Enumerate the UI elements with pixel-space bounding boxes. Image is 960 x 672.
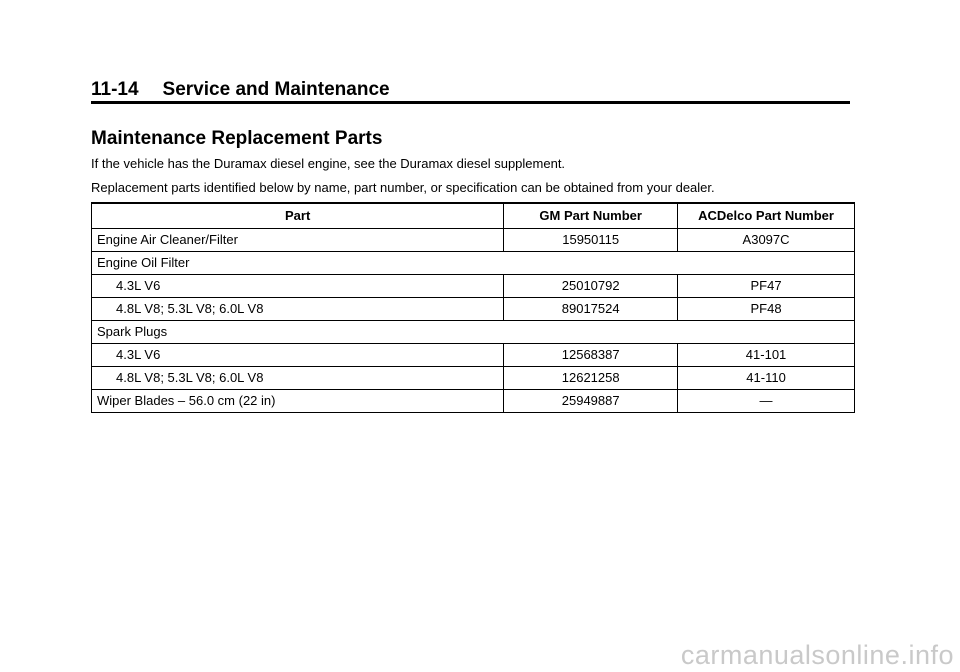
column-header-part: Part xyxy=(92,203,504,228)
table-group-row xyxy=(92,320,855,343)
part-name-cell: 4.8L V8; 5.3L V8; 6.0L V8 xyxy=(92,366,504,389)
gm-part-number-cell: 89017524 xyxy=(504,297,678,320)
gm-part-number-cell: 12621258 xyxy=(504,366,678,389)
column-header-gm-part-number: GM Part Number xyxy=(504,203,678,228)
gm-part-number-cell: 25949887 xyxy=(504,389,678,412)
part-name-cell: 4.8L V8; 5.3L V8; 6.0L V8 xyxy=(92,297,504,320)
table-row xyxy=(92,343,855,366)
part-name-cell: 4.3L V6 xyxy=(92,274,504,297)
section-title: Maintenance Replacement Parts xyxy=(91,128,383,149)
part-name-cell: Engine Air Cleaner/Filter xyxy=(92,228,504,251)
table-row xyxy=(92,228,855,251)
table-group-row xyxy=(92,251,855,274)
replacement-parts-table xyxy=(91,202,855,413)
acdelco-part-number-cell: — xyxy=(678,389,855,412)
part-name-cell: 4.3L V6 xyxy=(92,343,504,366)
column-header-acdelco-part-number: ACDelco Part Number xyxy=(678,203,855,228)
gm-part-number-cell: 15950115 xyxy=(504,228,678,251)
acdelco-part-number-cell: 41-110 xyxy=(678,366,855,389)
table-header-row xyxy=(92,203,855,228)
gm-part-number-cell: 25010792 xyxy=(504,274,678,297)
acdelco-part-number-cell: PF47 xyxy=(678,274,855,297)
header-title: Service and Maintenance xyxy=(162,79,390,100)
table-row xyxy=(92,274,855,297)
site-watermark: carmanualsonline.info xyxy=(680,640,954,670)
acdelco-part-number-cell: A3097C xyxy=(678,228,855,251)
table-row xyxy=(92,389,855,412)
page-header xyxy=(91,80,850,104)
diesel-note-paragraph: If the vehicle has the Duramax diesel engine, see the Duramax diesel supplement. xyxy=(91,156,566,171)
part-group-cell: Engine Oil Filter xyxy=(92,251,855,274)
part-group-cell: Spark Plugs xyxy=(92,320,855,343)
gm-part-number-cell: 12568387 xyxy=(504,343,678,366)
part-name-cell: Wiper Blades – 56.0 cm (22 in) xyxy=(92,389,504,412)
dealer-note-paragraph: Replacement parts identified below by name, part number, or specification can be obtained from your dealer. xyxy=(91,180,715,195)
table-row xyxy=(92,366,855,389)
acdelco-part-number-cell: PF48 xyxy=(678,297,855,320)
page-number: 11-14 xyxy=(91,79,139,100)
table-row xyxy=(92,297,855,320)
acdelco-part-number-cell: 41-101 xyxy=(678,343,855,366)
